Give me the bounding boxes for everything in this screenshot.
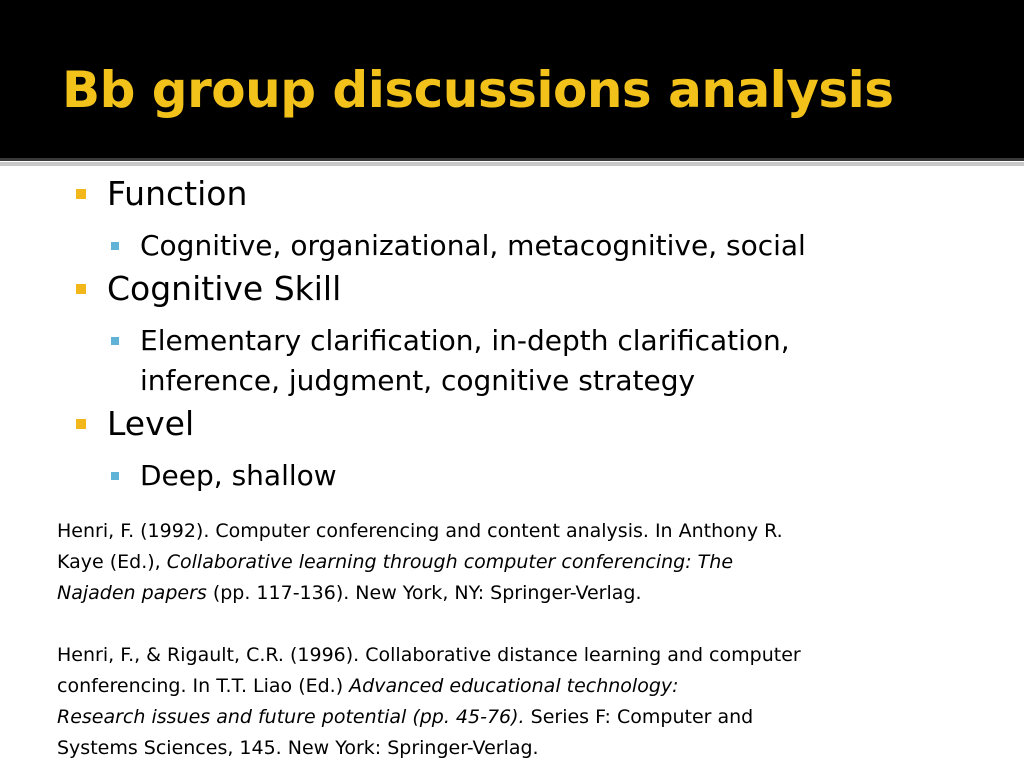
reference-2-line-4 <box>57 733 957 764</box>
reference-title-italic: Collaborative learning through computer conferencing: The <box>166 551 734 573</box>
sub-bullet-text: Cognitive, organizational, metacognitive, social <box>140 229 806 262</box>
reference-1-line-3 <box>57 578 957 609</box>
square-bullet-icon <box>111 337 119 345</box>
reference-title-italic: Najaden papers <box>57 582 207 604</box>
square-bullet-icon <box>76 419 86 429</box>
reference-1-line-2 <box>57 547 957 578</box>
sub-bullet-text: Deep, shallow <box>140 459 337 492</box>
reference-text: Series F: Computer and <box>524 706 754 728</box>
reference-text: Systems Sciences, 145. New York: Springer-Verlag. <box>57 737 539 759</box>
reference-text: Henri, F. (1992). Computer conferencing and content analysis. In Anthony R. <box>57 520 783 542</box>
bullet-cognitive-skill <box>107 269 341 309</box>
bullet-label: Level <box>107 404 195 443</box>
reference-2-line-1 <box>57 640 957 671</box>
reference-title-italic: Research issues and future potential (pp. 45-76). <box>57 706 525 728</box>
square-bullet-icon <box>76 284 86 294</box>
sub-bullet-cognitive-skill-cont <box>140 361 695 401</box>
bullet-label: Function <box>107 174 248 213</box>
reference-text: (pp. 117-136). New York, NY: Springer-Verlag. <box>206 582 642 604</box>
reference-2-line-3 <box>57 702 957 733</box>
square-bullet-icon <box>111 242 119 250</box>
sub-bullet-level <box>140 456 337 496</box>
bullet-level <box>107 404 194 444</box>
sub-bullet-function <box>140 226 806 266</box>
title-divider-dark <box>0 158 1024 161</box>
reference-1-line-1 <box>57 516 957 547</box>
references <box>57 516 957 764</box>
reference-2-line-2 <box>57 671 957 702</box>
reference-title-italic: Advanced educational technology: <box>349 675 679 697</box>
sub-bullet-text: inference, judgment, cognitive strategy <box>140 364 696 397</box>
sub-bullet-text: Elementary clarification, in-depth clarification, <box>140 324 790 357</box>
reference-spacer <box>57 609 957 640</box>
sub-bullet-cognitive-skill <box>140 321 790 361</box>
slide-title: Bb group discussions analysis <box>62 61 894 119</box>
square-bullet-icon <box>76 189 86 199</box>
bullet-function <box>107 174 247 214</box>
bullet-label: Cognitive Skill <box>107 269 342 308</box>
reference-text: conferencing. In T.T. Liao (Ed.) <box>57 675 350 697</box>
reference-text: Kaye (Ed.), <box>57 551 167 573</box>
reference-text: Henri, F., & Rigault, C.R. (1996). Collaborative distance learning and computer <box>57 644 801 666</box>
square-bullet-icon <box>111 472 119 480</box>
title-divider-light <box>0 162 1024 166</box>
